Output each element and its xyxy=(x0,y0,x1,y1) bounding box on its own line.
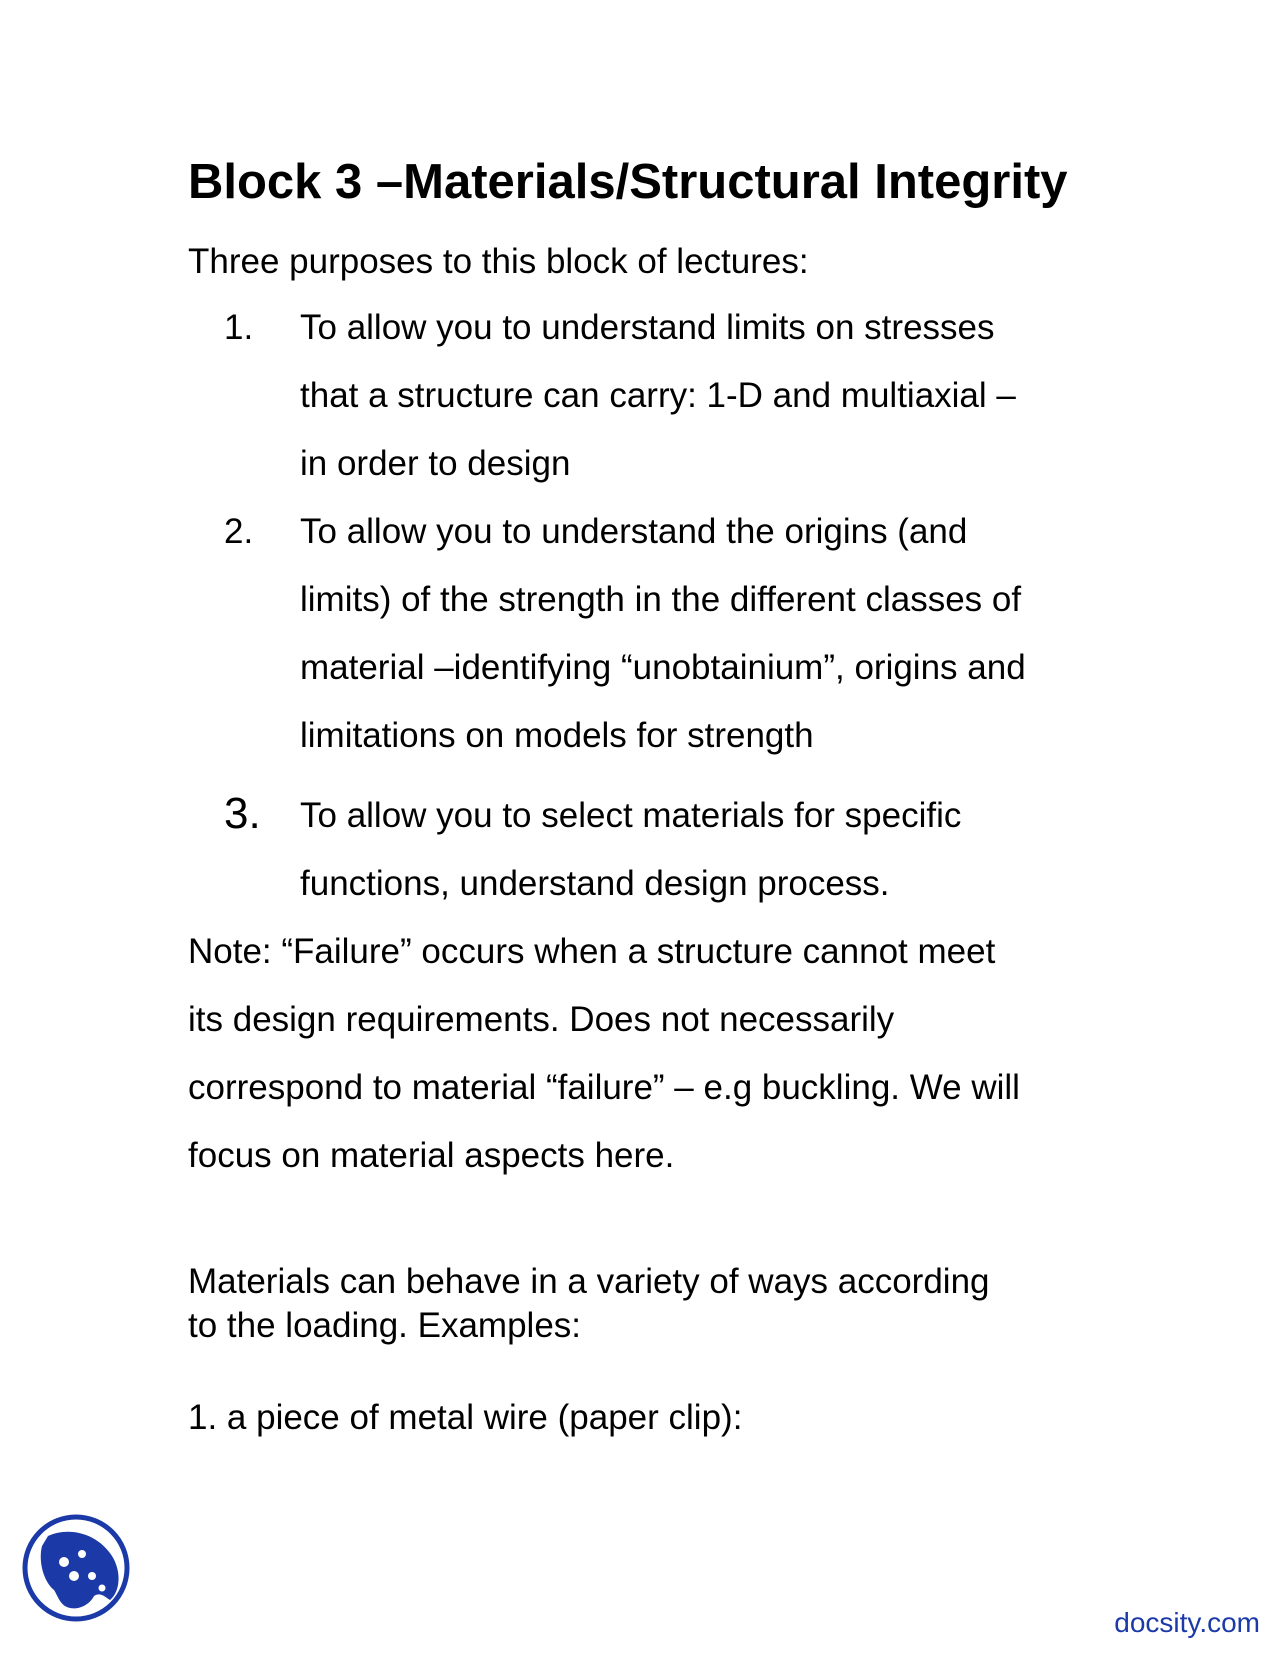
note-line: correspond to material “failure” – e.g buckling. We will xyxy=(188,1068,1020,1107)
list-line: limits) of the strength in the different classes of xyxy=(300,580,1022,619)
list-number: 2. xyxy=(224,512,254,551)
list-line: in order to design xyxy=(300,444,571,483)
list-number: 3. xyxy=(224,789,261,838)
list-number: 1. xyxy=(224,308,254,347)
list-line: material –identifying “unobtainium”, origins and xyxy=(300,648,1026,687)
note-line: Note: “Failure” occurs when a structure cannot meet xyxy=(188,932,996,971)
behaviour-line: to the loading. Examples: xyxy=(188,1306,582,1345)
list-line: limitations on models for strength xyxy=(300,716,814,755)
list-line: To allow you to select materials for specific xyxy=(300,796,962,835)
note-line: focus on material aspects here. xyxy=(188,1136,675,1175)
list-line: that a structure can carry: 1-D and multiaxial – xyxy=(300,376,1016,415)
example-1-text: 1. a piece of metal wire (paper clip): xyxy=(188,1398,743,1437)
behaviour-line: Materials can behave in a variety of ways according xyxy=(188,1262,990,1301)
docsity-logo-icon[interactable] xyxy=(20,1512,132,1624)
page-title: Block 3 –Materials/Structural Integrity xyxy=(188,155,1068,209)
note-line: its design requirements. Does not necessarily xyxy=(188,1000,895,1039)
list-line: To allow you to understand limits on stresses xyxy=(300,308,995,347)
list-line: To allow you to understand the origins (and xyxy=(300,512,968,551)
list-line: functions, understand design process. xyxy=(300,864,890,903)
intro-text: Three purposes to this block of lectures: xyxy=(188,242,809,281)
docsity-brand-link[interactable]: docsity.com xyxy=(1114,1607,1260,1638)
